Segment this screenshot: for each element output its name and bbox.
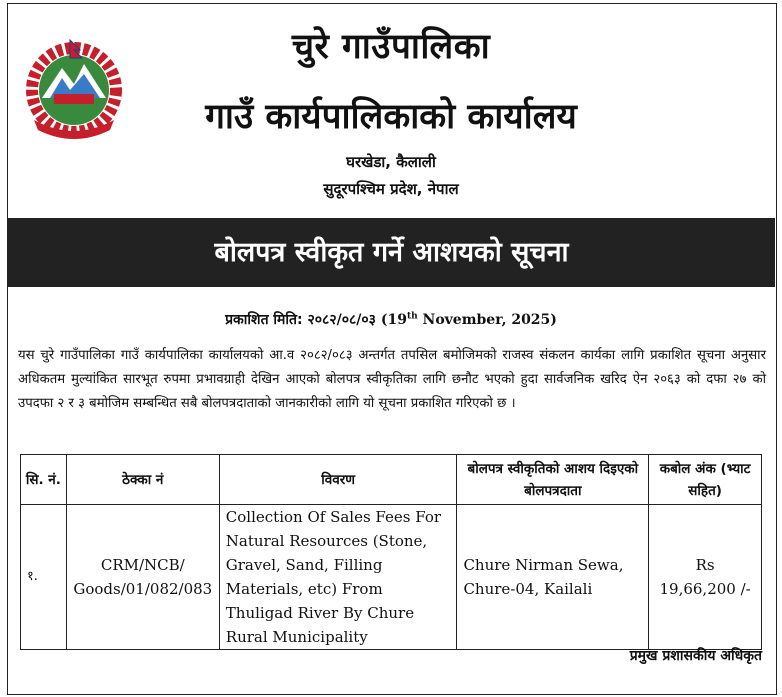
municipality-title: चुरे गाउँपालिका	[291, 27, 491, 67]
office-title: गाउँ कार्यपालिकाको कार्यालय	[205, 97, 577, 137]
publication-date-en: (19th November, 2025)	[380, 311, 557, 328]
cell-amount: Rs 19,66,200 /-	[649, 505, 762, 650]
notice-paragraph: यस चुरे गाउँपालिका गाउँ कार्यपालिका कार्यालयको आ.व २०८२/०८३ अन्तर्गत तपसिल बमोजिमको राजस्व संकलन कार्यका लागि प्रकाशित सूचना अनुसार अधिकतम मुल्यांकित सारभूत रुपमा प्रभावग्राही देखिन आएको बोलपत्र स्वीकृतिका लागि छनौट भएको हुदा सार्वजनिक खरिद ऐन २०६३ को दफा २७ को उपदफा २ र ३ बमोजिम सम्बन्धित सबै बोलपत्रदाताको जानकारीको लागि यो सूचना प्रकाशित गरिएको छ ।	[18, 348, 766, 411]
cell-sn: १.	[21, 505, 67, 650]
bid-table	[20, 454, 762, 650]
header-description: विवरण	[219, 455, 457, 505]
publication-date-bs: २०८२/०८/०३	[307, 312, 376, 328]
cell-bidder: Chure Nirman Sewa, Chure-04, Kailali	[457, 505, 649, 650]
header-contract-no: ठेक्का नं	[66, 455, 219, 505]
signatory: प्रमुख प्रशासकीय अधिकृत	[629, 648, 762, 664]
publication-date	[0, 310, 782, 329]
address-line-1: घरखेडा, कैलाली	[346, 153, 436, 171]
header-bidder: बोलपत्र स्वीकृतिको आशय दिइएको बोलपत्रदाता	[457, 455, 649, 505]
header-amount: कबोल अंक (भ्याट सहित)	[649, 455, 762, 505]
address-line-2: सुदूरपश्चिम प्रदेश, नेपाल	[323, 180, 459, 198]
table-row	[21, 505, 762, 650]
publication-date-label: प्रकाशित मिति:	[225, 312, 303, 328]
notice-banner: बोलपत्र स्वीकृत गर्ने आशयको सूचना	[8, 218, 775, 287]
cell-description: Collection Of Sales Fees For Natural Resources (Stone, Gravel, Sand, Filling Materials, etc) From Thuligad River By Chure Rural Municipality	[219, 505, 457, 650]
header-sn: सि. नं.	[21, 455, 67, 505]
cell-contract-no: CRM/NCB/ Goods/01/082/083	[66, 505, 219, 650]
table-header-row	[21, 455, 762, 505]
